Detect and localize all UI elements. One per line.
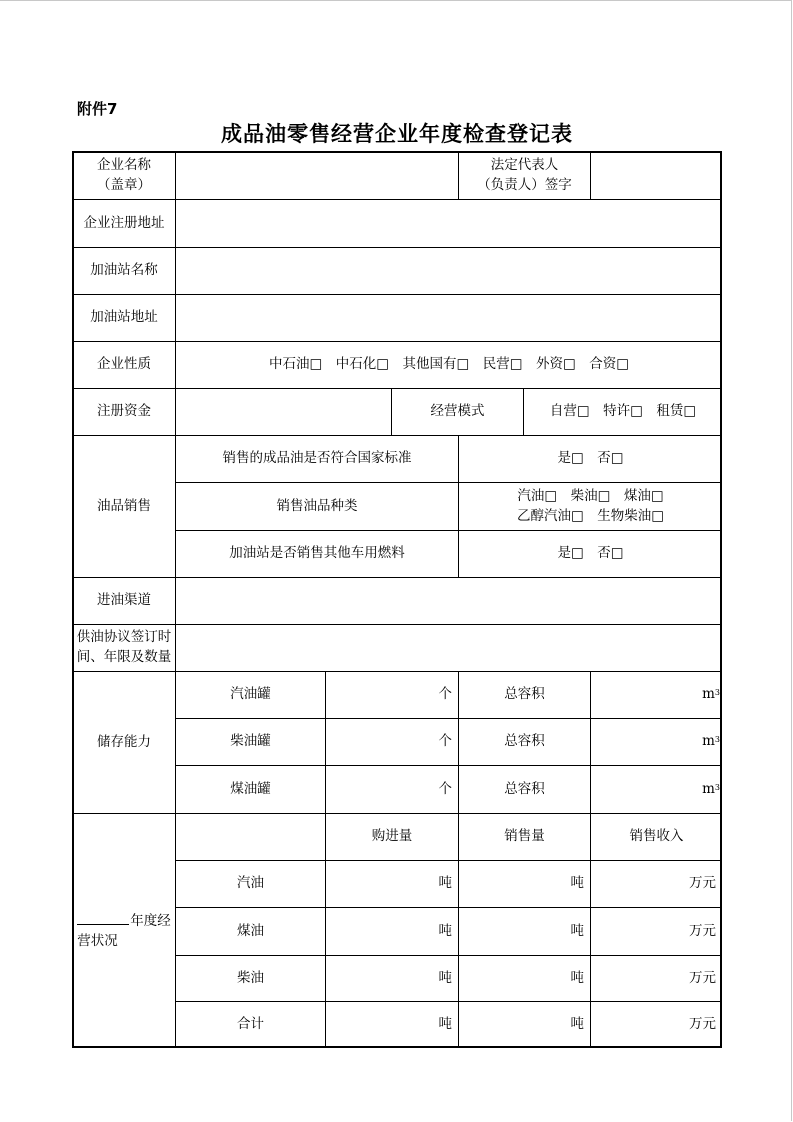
nature-label: 企业性质 (72, 341, 175, 388)
annual-status-label: 年度经 营状况 (72, 813, 175, 1048)
supply-agreement-label: 供油协议签订时间、年限及数量 (72, 624, 175, 671)
col-sales-header: 销售量 (458, 813, 590, 860)
kerosene-volume-field[interactable]: m 3 (590, 765, 722, 813)
storage-label: 储存能力 (72, 671, 175, 813)
attachment-label: 附件7 (77, 100, 118, 118)
station-name-field[interactable] (175, 247, 722, 294)
total-purchase-field[interactable]: 吨 (325, 1001, 458, 1048)
gasoline-tank-count[interactable]: 个 (325, 671, 458, 718)
diesel-purchase-field[interactable]: 吨 (325, 955, 458, 1001)
enterprise-name-field[interactable] (175, 151, 458, 199)
kerosene-revenue-field[interactable]: 万元 (590, 907, 722, 955)
station-address-label: 加油站地址 (72, 294, 175, 341)
station-address-field[interactable] (175, 294, 722, 341)
gasoline-volume-label: 总容积 (458, 671, 590, 718)
gasoline-volume-field[interactable]: m 3 (590, 671, 722, 718)
diesel-revenue-field[interactable]: 万元 (590, 955, 722, 1001)
diesel-tank-label: 柴油罐 (175, 718, 325, 765)
supply-agreement-field[interactable] (175, 624, 722, 671)
types-question: 销售油品种类 (175, 482, 458, 530)
reg-address-field[interactable] (175, 199, 722, 247)
diesel-volume-field[interactable]: m 3 (590, 718, 722, 765)
fuel-types-options[interactable]: 汽油□ 柴油□ 煤油□ 乙醇汽油□ 生物柴油□ (458, 482, 722, 530)
business-mode-label: 经营模式 (391, 388, 523, 435)
oil-sales-label: 油品销售 (72, 435, 175, 577)
diesel-volume-label: 总容积 (458, 718, 590, 765)
standard-yes-no[interactable]: 是□ 否□ (458, 435, 722, 482)
business-mode-options[interactable]: 自营□ 特许□ 租赁□ (523, 388, 722, 435)
diesel-tank-count[interactable]: 个 (325, 718, 458, 765)
row-kerosene-label: 煤油 (175, 907, 325, 955)
total-sales-field[interactable]: 吨 (458, 1001, 590, 1048)
other-fuel-yes-no[interactable]: 是□ 否□ (458, 530, 722, 577)
diesel-sales-field[interactable]: 吨 (458, 955, 590, 1001)
nature-options[interactable]: 中石油□ 中石化□ 其他国有□ 民营□ 外资□ 合资□ (175, 341, 722, 388)
kerosene-sales-field[interactable]: 吨 (458, 907, 590, 955)
kerosene-tank-count[interactable]: 个 (325, 765, 458, 813)
legal-rep-label: 法定代表人 （负责人）签字 (458, 151, 590, 199)
other-fuel-question: 加油站是否销售其他车用燃料 (175, 530, 458, 577)
capital-field[interactable] (175, 388, 391, 435)
supply-channel-label: 进油渠道 (72, 577, 175, 624)
capital-label: 注册资金 (72, 388, 175, 435)
annual-header-blank (175, 813, 325, 860)
standard-question: 销售的成品油是否符合国家标准 (175, 435, 458, 482)
kerosene-volume-label: 总容积 (458, 765, 590, 813)
kerosene-tank-label: 煤油罐 (175, 765, 325, 813)
enterprise-name-label: 企业名称 （盖章） (72, 151, 175, 199)
reg-address-label: 企业注册地址 (72, 199, 175, 247)
legal-rep-signature-field[interactable] (590, 151, 722, 199)
gasoline-revenue-field[interactable]: 万元 (590, 860, 722, 907)
gasoline-sales-field[interactable]: 吨 (458, 860, 590, 907)
row-gasoline-label: 汽油 (175, 860, 325, 907)
row-diesel-label: 柴油 (175, 955, 325, 1001)
supply-channel-field[interactable] (175, 577, 722, 624)
col-revenue-header: 销售收入 (590, 813, 722, 860)
form-title: 成品油零售经营企业年度检查登记表 (221, 121, 573, 146)
station-name-label: 加油站名称 (72, 247, 175, 294)
total-revenue-field[interactable]: 万元 (590, 1001, 722, 1048)
gasoline-purchase-field[interactable]: 吨 (325, 860, 458, 907)
col-purchase-header: 购进量 (325, 813, 458, 860)
year-blank[interactable] (77, 913, 129, 925)
kerosene-purchase-field[interactable]: 吨 (325, 907, 458, 955)
row-total-label: 合计 (175, 1001, 325, 1048)
gasoline-tank-label: 汽油罐 (175, 671, 325, 718)
